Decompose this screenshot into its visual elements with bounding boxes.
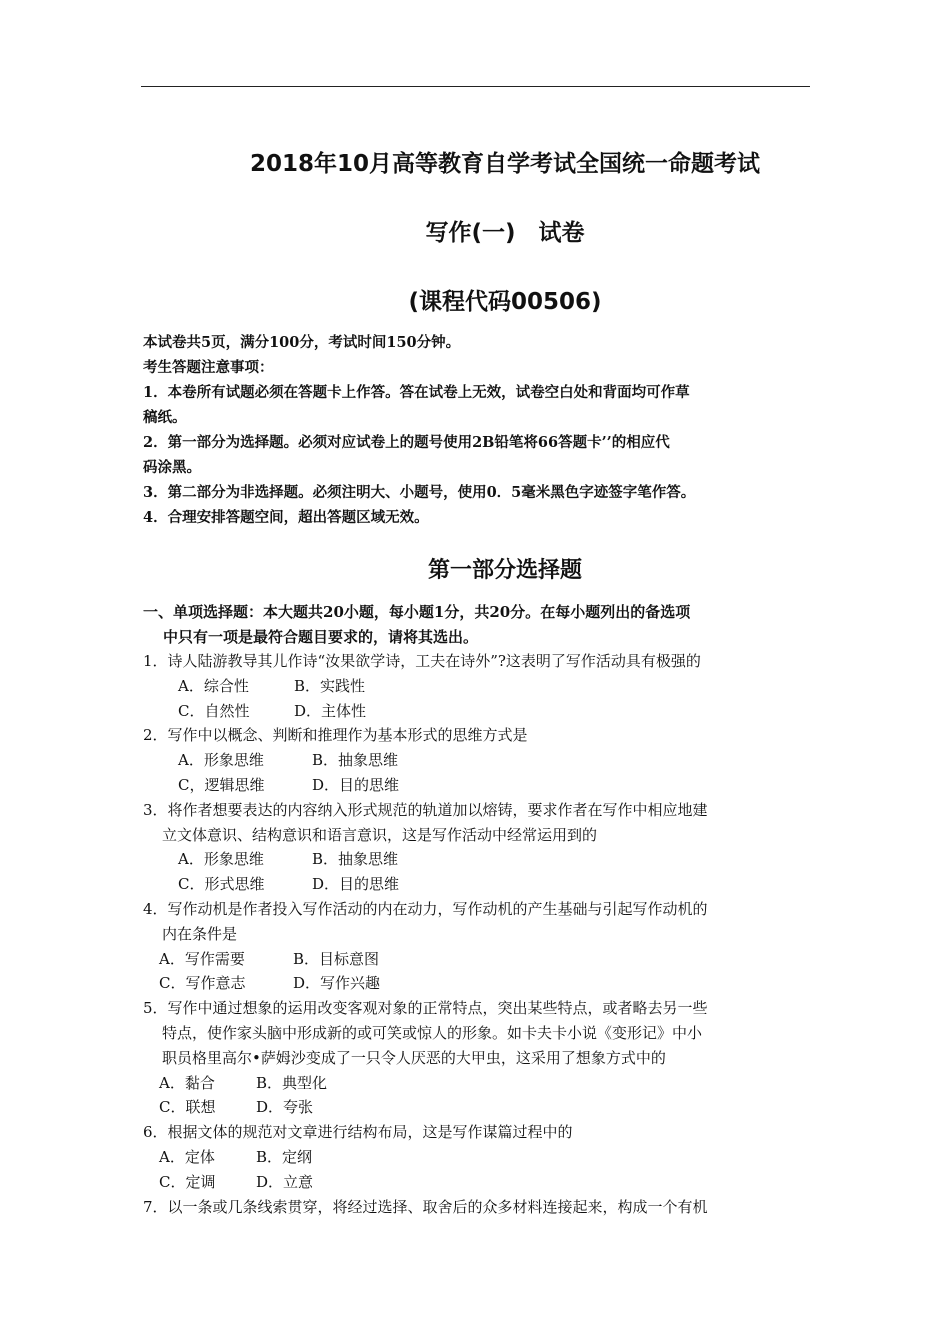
course-code: (课程代码00506) (408, 289, 602, 315)
option-row (143, 1170, 815, 1195)
question-stem: 3．将作者想要表达的内容纳入形式规范的轨道加以熔铸，要求作者在写作中相应地建 (143, 800, 708, 819)
option-b: B．抽象思维 (312, 751, 399, 770)
instruction-line: 一、单项选择题：本大题共20小题，每小题1分，共20分。在每小题列出的备选项 (143, 603, 691, 621)
question-5 (143, 996, 815, 1120)
header-rule (141, 86, 810, 87)
section-title: 第一部分选择题 (427, 558, 582, 583)
option-b: B．目标意图 (293, 949, 380, 968)
option-d: D．主体性 (294, 701, 367, 720)
option-b: B．实践性 (294, 676, 366, 695)
question-stem: 立文体意识、结构意识和语言意识，这是写作活动中经常运用到的 (162, 825, 598, 844)
option-d: D．目的思维 (312, 775, 400, 794)
question-stem: 特点，使作家头脑中形成新的或可笑或惊人的形象。如卡夫卡小说《变形记》中小 (162, 1023, 703, 1042)
option-a: A．黏合 (159, 1073, 215, 1092)
question-stem: 5．写作中通过想象的运用改变客观对象的正常特点，突出某些特点，或者略去另一些 (143, 999, 708, 1018)
option-row (143, 1071, 815, 1096)
question-stem: 1．诗人陆游教导其儿作诗“汝果欲学诗，工夫在诗外”?这表明了写作活动具有极强的 (143, 652, 701, 670)
question-stem: 内在条件是 (162, 924, 238, 943)
note-line: 本试卷共5页，满分100分，考试时间150分钟。 (143, 334, 461, 351)
question-1 (143, 649, 815, 723)
option-a: A．定体 (159, 1147, 215, 1166)
note-line: 2．第一部分为选择题。必须对应试卷上的题号使用2B铅笔将66答题卡’’的相应代 (143, 434, 670, 451)
instruction-line: 中只有一项是最符合题目要求的，请将其选出。 (163, 628, 479, 646)
option-d: D．立意 (256, 1172, 314, 1191)
option-row (143, 699, 815, 724)
option-row (143, 872, 815, 897)
note-line: 3．第二部分为非选择题。必须注明大、小题号，使用0．5毫米黑色字迹签字笔作答。 (143, 484, 696, 501)
option-a: A．形象思维 (178, 850, 264, 869)
option-row (143, 947, 815, 972)
question-3 (143, 798, 815, 897)
section-instruction (143, 600, 813, 650)
question-4 (143, 897, 815, 996)
note-line: 考生答题注意事项： (143, 359, 274, 376)
exam-title: 2018年10月高等教育自学考试全国统一命题考试 (249, 151, 761, 177)
option-c: C．形式思维 (178, 875, 265, 894)
option-row (143, 971, 815, 996)
option-b: B．典型化 (256, 1073, 328, 1092)
question-stem: 4．写作动机是作者投入写作活动的内在动力，写作动机的产生基础与引起写作动机的 (143, 899, 708, 918)
option-row (143, 748, 815, 773)
option-c: C．联想 (159, 1098, 216, 1117)
option-a: A．形象思维 (178, 751, 264, 770)
option-row (143, 1145, 815, 1170)
option-b: B．抽象思维 (312, 850, 399, 869)
question-stem: 7．以一条或几条线索贯穿，将经过选择、取舍后的众多材料连接起来，构成一个有机 (143, 1197, 708, 1216)
question-list (143, 649, 815, 1219)
option-c: C．写作意志 (159, 974, 246, 993)
note-line: 1．本卷所有试题必须在答题卡上作答。答在试卷上无效，试卷空白处和背面均可作草 (143, 384, 690, 401)
option-b: B．定纲 (256, 1147, 313, 1166)
option-c: C，逻辑思维 (178, 775, 265, 794)
question-stem: 职员格里高尔•萨姆沙变成了一只令人厌恶的大甲虫，这采用了想象方式中的 (162, 1048, 666, 1067)
option-d: D．目的思维 (312, 875, 400, 894)
note-line: 码涂黑。 (143, 459, 201, 476)
option-a: A．综合性 (178, 676, 249, 695)
option-row (143, 847, 815, 872)
note-line: 稿纸。 (143, 409, 187, 426)
question-2 (143, 723, 815, 797)
question-stem: 6．根据文体的规范对文章进行结构布局，这是写作谋篇过程中的 (143, 1123, 573, 1142)
note-line: 4．合理安排答题空间，超出答题区域无效。 (143, 509, 429, 526)
option-c: C．自然性 (178, 701, 250, 720)
question-7 (143, 1195, 815, 1220)
question-stem: 2．写作中以概念、判断和推理作为基本形式的思维方式是 (143, 726, 528, 745)
option-row (143, 773, 815, 798)
option-d: D．夸张 (256, 1098, 314, 1117)
option-row (143, 1095, 815, 1120)
option-d: D．写作兴趣 (293, 974, 381, 993)
option-a: A．写作需要 (159, 949, 245, 968)
exam-notes (143, 330, 813, 530)
exam-subject: 写作(一) 试卷 (425, 220, 585, 246)
option-c: C．定调 (159, 1172, 216, 1191)
question-6 (143, 1120, 815, 1194)
option-row (143, 674, 815, 699)
